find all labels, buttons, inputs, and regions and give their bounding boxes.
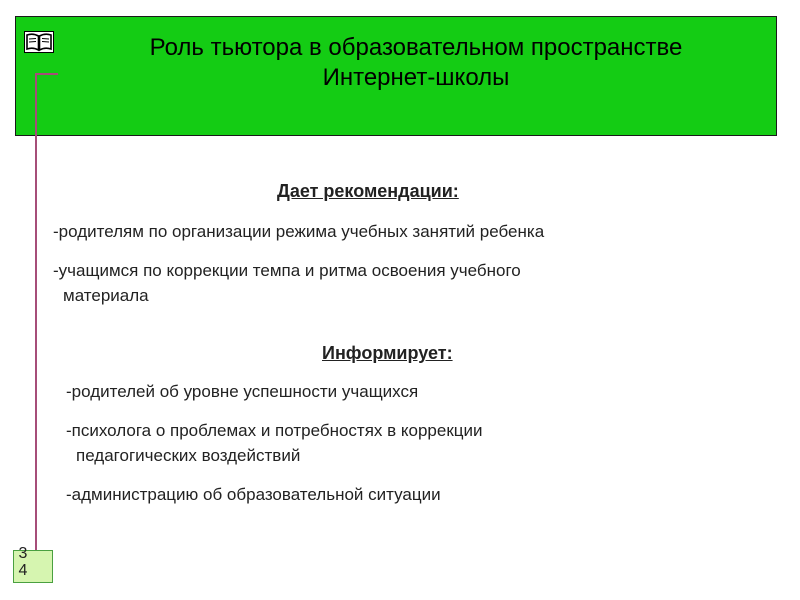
decorative-vertical-line <box>35 73 37 553</box>
book-icon <box>24 31 54 53</box>
informs-heading: Информирует: <box>322 343 453 363</box>
title-banner <box>15 16 777 136</box>
title-line-1: Роль тьютора в образовательном пространстве <box>149 34 683 61</box>
page-number: 34 <box>18 545 28 579</box>
decorative-horizontal-line <box>35 73 58 75</box>
list-item: -администрацию об образовательной ситуации <box>66 485 441 504</box>
list-item: -психолога о проблемах и потребностях в коррекции <box>66 421 483 440</box>
title-line-2: Интернет-школы <box>322 64 510 91</box>
list-item: -родителям по организации режима учебных занятий ребенка <box>53 222 545 241</box>
list-item: -учащимся по коррекции темпа и ритма освоения учебного <box>53 261 521 280</box>
list-item: -родителей об уровне успешности учащихся <box>66 382 419 401</box>
list-item-continuation: педагогических воздействий <box>76 446 301 465</box>
recommendations-heading: Дает рекомендации: <box>277 181 459 201</box>
page-title <box>56 33 776 93</box>
list-item-continuation: материала <box>63 286 149 305</box>
